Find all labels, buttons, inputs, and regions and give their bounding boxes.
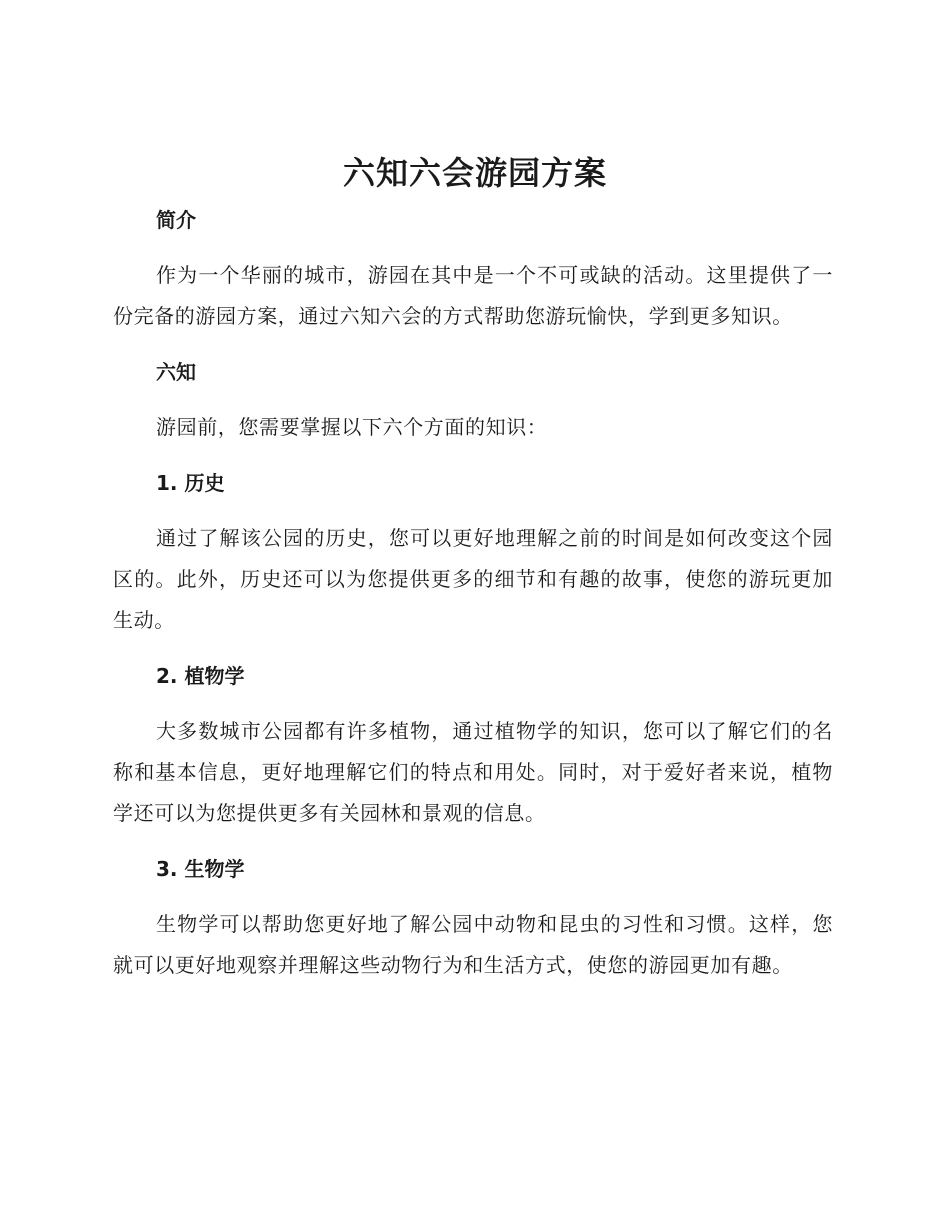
section-biology: [113, 849, 833, 986]
section-heading: 1. 历史: [156, 471, 225, 495]
section-botany: [113, 656, 833, 849]
section-heading: 简介: [156, 208, 196, 232]
section-intro: [113, 200, 833, 352]
section-heading: 六知: [156, 360, 196, 384]
section-paragraph: 生物学可以帮助您更好地了解公园中动物和昆虫的习性和习惯。这样，您就可以更好地观察并理解这些动物行为和生活方式，使您的游园更加有趣。: [113, 912, 833, 977]
section-heading: 3. 生物学: [156, 857, 245, 881]
section-paragraph: 大多数城市公园都有许多植物，通过植物学的知识，您可以了解它们的名称和基本信息，更好地理解它们的特点和用处。同时，对于爱好者来说，植物学还可以为您提供更多有关园林和景观的信息。: [113, 719, 833, 825]
section-paragraph: 作为一个华丽的城市，游园在其中是一个不可或缺的活动。这里提供了一份完备的游园方案，通过六知六会的方式帮助您游玩愉快，学到更多知识。: [113, 263, 833, 328]
section-six-knowledge: [113, 352, 833, 463]
document-body: [113, 200, 833, 986]
section-history: [113, 463, 833, 656]
section-heading: 2. 植物学: [156, 664, 245, 688]
section-paragraph: 游园前，您需要掌握以下六个方面的知识：: [156, 415, 548, 439]
section-paragraph: 通过了解该公园的历史，您可以更好地理解之前的时间是如何改变这个园区的。此外，历史还可以为您提供更多的细节和有趣的故事，使您的游玩更加生动。: [113, 526, 833, 632]
document-title: 六知六会游园方案: [342, 154, 607, 192]
